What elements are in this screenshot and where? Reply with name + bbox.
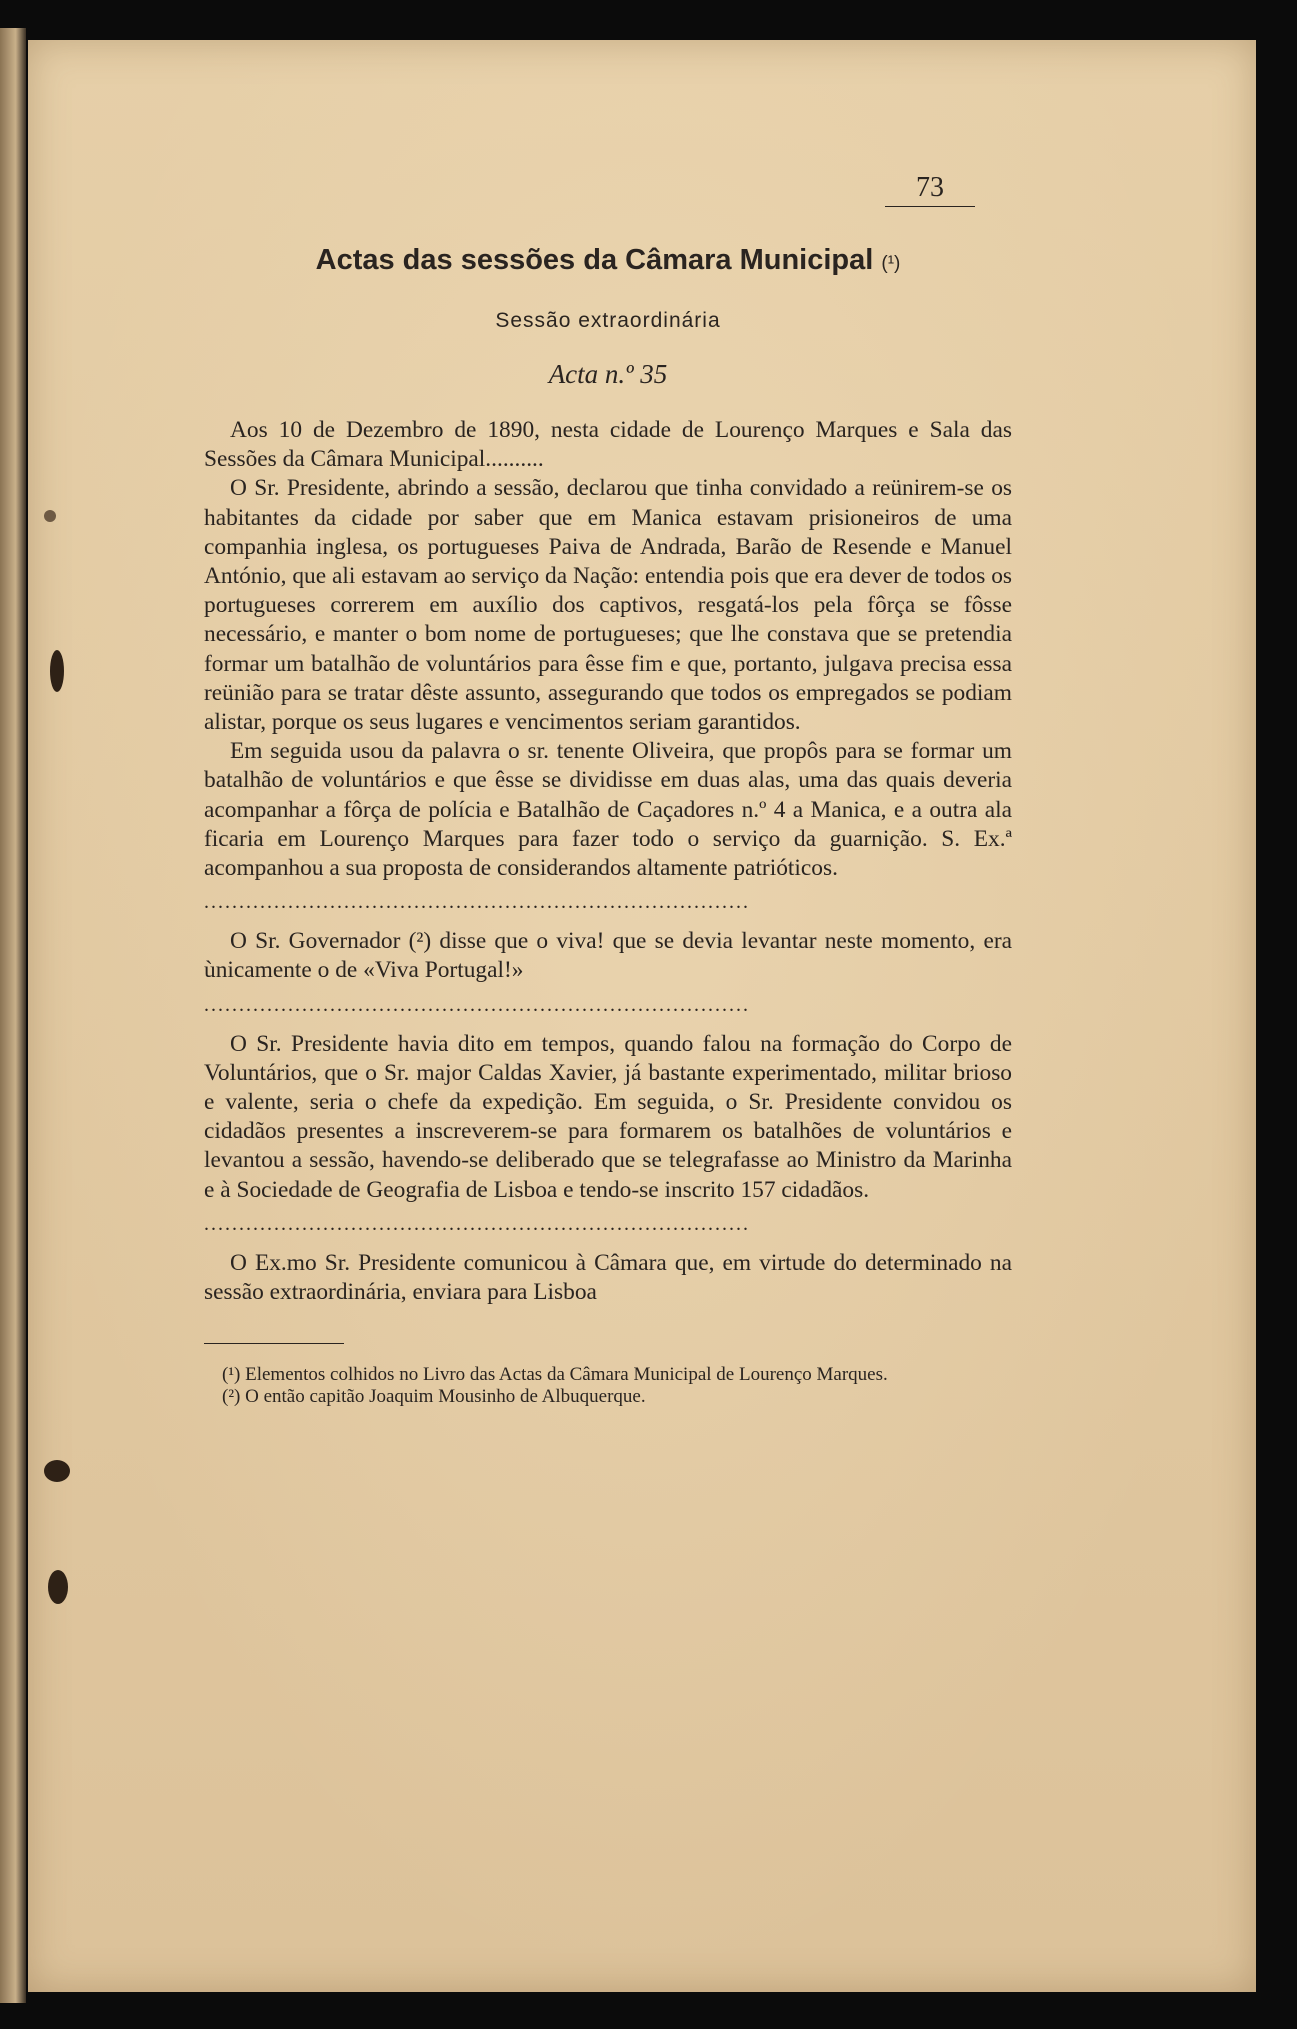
- ellipsis-separator: ..............................................................................: [204, 993, 750, 1016]
- paragraph: Em seguida usou da palavra o sr. tenente Oliveira, que propôs para se formar um batalhão de voluntários e que êsse se dividisse em duas alas, uma das quais deveria acompanhar a fôrça de polícia e Batalhão de Caçadores n.º 4 a Manica, e a outra ala ficaria em Lourenço Marques para fazer todo o serviço da guarnição. S. Ex.ª acompanhou a sua proposta de considerandos altamente patrióticos.: [204, 738, 1012, 882]
- footnote: (²) O então capitão Joaquim Mousinho de Albuquerque.: [222, 1386, 646, 1408]
- ellipsis-separator: ..............................................................................: [204, 891, 750, 914]
- document-content: [204, 238, 1012, 1408]
- acta-heading: Acta n.º 35: [548, 359, 668, 389]
- title-text: Actas das sessões da Câmara Municipal: [315, 244, 874, 276]
- session-subtitle: Sessão extraordinária: [495, 309, 721, 332]
- stain-mark: [48, 1570, 68, 1604]
- footnote-divider: [204, 1343, 344, 1344]
- page-title: [204, 238, 1012, 286]
- paragraph: O Sr. Presidente, abrindo a sessão, declarou que tinha convidado a reünirem-se os habitantes da cidade por saber que em Manica estavam prisioneiros de uma companhia inglesa, os portugueses Paiva de Andrada, Barão de Resende e Manuel António, que ali estavam ao serviço da Nação: entendia pois que era dever de todos os portugueses correrem em auxílio dos captivos, resgatá-los pela fôrça se fôsse necessário, e manter o bom nome de portugueses; que lhe constava que se pretendia formar um batalhão de voluntários para êsse fim e que, portanto, julgava precisa essa reünião para se tratar dêste assunto, assegurando que todos os empregados se podiam alistar, porque os seus lugares e vencimentos seriam garantidos.: [204, 475, 1013, 736]
- paragraph: Aos 10 de Dezembro de 1890, nesta cidade de Lourenço Marques e Sala das Sessões da Câmara Municipal..........: [204, 417, 1012, 473]
- stain-mark: [44, 1460, 70, 1482]
- ellipsis-separator: ..............................................................................: [204, 1212, 750, 1235]
- body-text: [204, 416, 1012, 1307]
- stain-mark: [44, 510, 56, 522]
- footnotes: [204, 1364, 1012, 1408]
- paragraph: O Sr. Presidente havia dito em tempos, quando falou na formação do Corpo de Voluntários, que o Sr. major Caldas Xavier, já bastante experimentado, militar brioso e valente, seria o chefe da expedição. Em seguida, o Sr. Presidente convidou os cidadãos presentes a inscreverem-se para formarem os batalhões de voluntários e levantou a sessão, havendo-se deliberado que se telegrafasse ao Ministro da Marinha e à Sociedade de Geografia de Lisboa e tendo-se inscrito 157 cidadãos.: [204, 1030, 1012, 1203]
- footnote: (¹) Elementos colhidos no Livro das Actas da Câmara Municipal de Lourenço Marques.: [222, 1364, 888, 1386]
- title-footnote-marker: (¹): [881, 253, 901, 274]
- page-number: 73: [885, 172, 975, 207]
- stain-mark: [50, 650, 64, 692]
- paragraph: O Ex.mo Sr. Presidente comunicou à Câmara que, em virtude do determinado na sessão extraordinária, enviara para Lisboa: [204, 1249, 1012, 1306]
- paragraph: O Sr. Governador (²) disse que o viva! que se devia levantar neste momento, era ùnicamente o de «Viva Portugal!»: [204, 928, 1012, 984]
- adjacent-page-edge: [0, 28, 26, 2003]
